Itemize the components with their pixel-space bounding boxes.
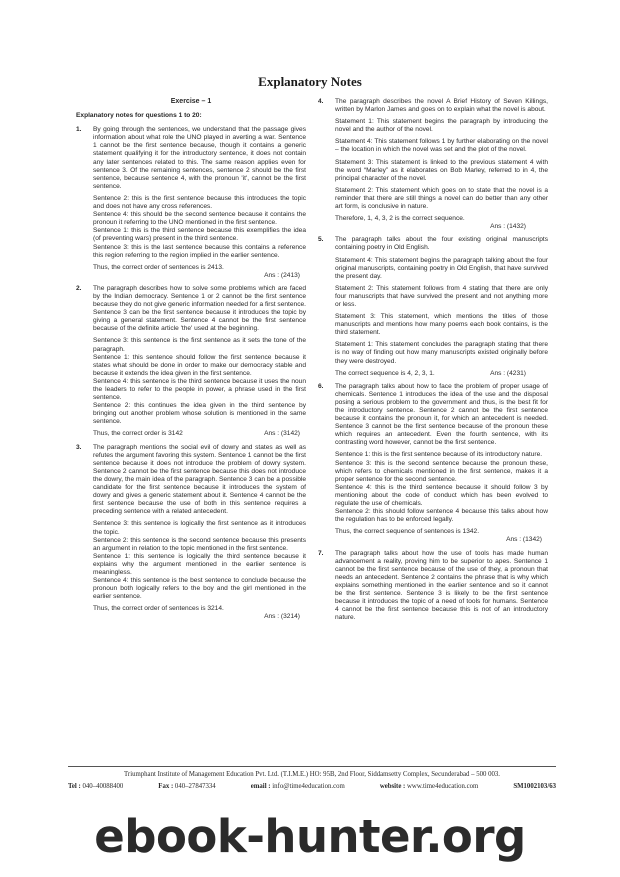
note-sentence: Sentence 2: this is the first sentence because this introduces the topic and does not have any cross references. xyxy=(93,194,306,211)
contact-row xyxy=(68,782,556,791)
note-statement: Statement 3: This statement is linked to the previous statement 4 with the word “Marley” as it elaborates on Bob Marley, referred to in 4, the principal character of the novel. xyxy=(335,158,548,182)
note-sentence: Sentence 1: this is the first sentence because of its introductory nature. xyxy=(335,451,543,459)
document-code: SM1002103/63 xyxy=(513,783,556,790)
phone-info: Tel : 040–40088400 xyxy=(68,783,124,790)
note-number: 3. xyxy=(76,443,82,451)
note-number: 5. xyxy=(318,236,324,244)
page-title: Explanatory Notes xyxy=(258,74,362,89)
note-sentence: Sentence 4: this is the third sentence because it should follow 3 by mentioning about the code of conduct which has been evolved to regulate the use of chemicals. xyxy=(335,483,548,508)
website-info: website : www.time4education.com xyxy=(379,783,479,790)
note-paragraph: The paragraph talks about how to face the problem of proper usage of chemicals. Sentence 1 introduces the idea of the use and the disposal posing a serious problem to the government and thus, is the best fit for the introductory sentence. Sentence 2 cannot be the first sentence because it contains the pronoun it, for which an antecedent is needed. Sentence 3 cannot be the first sentence because of the pronoun these which requires an antecedent. Even the fourth sentence, with its contrasting word however, cannot be the first sentence. xyxy=(335,382,548,447)
note-item-5 xyxy=(318,236,548,377)
note-paragraph: The paragraph describes how to solve some problems which are faced by the Indian democracy. Sentence 1 or 2 cannot be the first sentence because they do not give generic information needed for a first sentence. Sentence 3 can be the first sentence because it introduces the topic by giving a general statement. Sentence 4 cannot be the first sentence because of the definite article 'the' used at the beginning. xyxy=(93,284,306,333)
note-conclusion: The correct sequence is 4, 2, 3, 1. xyxy=(335,369,435,377)
note-sentence: Sentence 3: this is the last sentence because this contains a reference this region referring to the region implied in the earlier sentence. xyxy=(93,243,306,259)
note-sentence: Sentence 2: this sentence is the second sentence because this presents an argument in relation to the topic mentioned in the first sentence. xyxy=(93,536,306,552)
answer-label: Ans : (2413) xyxy=(264,271,300,279)
note-item-1 xyxy=(76,126,306,280)
note-paragraph: The paragraph talks about the four existing original manuscripts containing poetry in Old English. xyxy=(335,236,548,252)
note-item-6 xyxy=(318,383,548,545)
note-statement: Statement 4: This statement follows 1 by further elaborating on the novel – the location in which the novel was set and the plot of the novel. xyxy=(335,138,548,154)
fax-info: Fax : 040–27847334 xyxy=(158,783,216,790)
note-item-2 xyxy=(76,285,306,439)
note-sentence: Sentence 3: this sentence is logically the first sentence as it introduces the topic. xyxy=(93,520,306,536)
answer-label: Ans : (1342) xyxy=(506,536,542,544)
note-sentence: Sentence 1: this sentence should follow the first sentence because it states what should be done in order to make our democracy stable and because it extends the idea given in the first sentence. xyxy=(93,353,306,377)
note-statement: Statement 2: This statement which goes on to state that the novel is a reminder that there are still things a novel can do better than any other art form, is conclusive in nature. xyxy=(335,186,548,211)
note-sentence: Sentence 4: this should be the second sentence because it contains the pronoun it referring to the UNO mentioned in the first sentence. xyxy=(93,211,306,227)
note-statement: Statement 2: This statement follows from 4 stating that there are only four manuscripts that have survived the present and not anything more or less. xyxy=(335,284,548,308)
note-statement: Statement 4: This statement begins the paragraph talking about the four original manuscripts, containing poetry in Old English, that have survived the present day. xyxy=(335,256,548,280)
institute-address: Triumphant Institute of Management Education Pvt. Ltd. (T.I.M.E.) HO: 95B, 2nd Floor, Siddamsetty Complex, Secunderabad – 500 003. xyxy=(124,771,500,778)
note-item-4 xyxy=(318,98,548,231)
note-sentence: Sentence 3: this sentence is the first sentence as it sets the tone of the paragraph. xyxy=(93,337,306,353)
conclusion-row xyxy=(93,430,306,438)
note-paragraph: The paragraph describes the novel A Brief History of Seven Killings, written by Marlon James and goes on to explain what the novel is about. xyxy=(335,98,548,114)
left-column xyxy=(76,96,306,627)
note-sentence: Sentence 3: this is the second sentence because the pronoun these, which refers to chemicals mentioned in the first sentence, makes it a proper sentence for the second sentence. xyxy=(335,459,548,483)
note-number: 7. xyxy=(318,549,324,557)
note-item-7 xyxy=(318,550,548,623)
note-sentence: Sentence 4: this sentence is the best sentence to conclude because the pronoun both logically refers to the boy and the girl mentioned in the earlier sentence. xyxy=(93,577,306,601)
note-conclusion: Thus, the correct order of sentences is 3214. xyxy=(93,605,224,613)
note-number: 1. xyxy=(76,126,82,134)
right-column xyxy=(318,98,548,627)
page-footer xyxy=(68,766,556,791)
note-paragraph: By going through the sentences, we understand that the passage gives information about what role the UNO played in averting a war. Sentence 1 cannot be the first sentence because, though it contains a generic statement qualifying it for the introductory sentence, it does not contain any later sentences related to this. The same reason applies even for sentence 3. Of the remaining sentences, sentence 2 should be the first sentence, because sentence 4, with the pronoun 'it', cannot be the first sentence. xyxy=(93,126,306,190)
note-conclusion: Therefore, 1, 4, 3, 2 is the correct sequence. xyxy=(335,215,465,223)
note-conclusion: Thus, the correct order of sentences is 2413. xyxy=(93,263,224,271)
note-number: 2. xyxy=(76,284,82,292)
note-sentence: Sentence 1: this sentence is logically the third sentence because it explains why the argument mentioned in the earlier sentence is meaningless. xyxy=(93,552,306,576)
notes-subheading: Explanatory notes for questions 1 to 20: xyxy=(76,112,202,120)
note-statement: Statement 3: This statement, which mentions the titles of those manuscripts and mentions how many poems each book contains, is the third statement. xyxy=(335,313,548,337)
exercise-heading: Exercise – 1 xyxy=(170,98,212,105)
note-paragraph: The paragraph mentions the social evil of dowry and states as well as refutes the argument favoring this system. Sentence 1 cannot be the first sentence because it does not introduce the problem of dowry system. Sentence 2 cannot be the first sentence because this does not introduce the dowry, the main idea of the paragraph. Sentence 3 can be a possible candidate for the first sentence because it introduces the system of dowry and gives a generic statement about it. Sentence 4 cannot be the first sentence because the use of both in this sentence requires a preceding sentence with a related antecedent. xyxy=(93,443,306,516)
note-item-3 xyxy=(76,444,306,622)
email-info: email : info@time4education.com xyxy=(250,783,345,790)
answer-label: Ans : (4231) xyxy=(490,369,526,377)
note-sentence: Sentence 1: this is the third sentence because this exemplifies the idea (of preventing wars) present in the third sentence. xyxy=(93,227,306,243)
note-statement: Statement 1: This statement begins the paragraph by introducing the novel and the author of the novel. xyxy=(335,118,548,134)
note-statement: Statement 1: This statement concludes the paragraph stating that there is no way of finding out how many manuscripts existed originally before they were destroyed. xyxy=(335,341,548,365)
watermark-logo: ebook-hunter.org xyxy=(94,810,526,863)
note-conclusion: Thus, the correct order is 3142 xyxy=(93,430,183,438)
note-conclusion: Thus, the correct sequence of sentences is 1342. xyxy=(335,528,480,536)
note-number: 6. xyxy=(318,382,324,390)
note-sentence: Sentence 2: this should follow sentence 4 because this talks about how the regulation has to be enforced legally. xyxy=(335,508,548,524)
note-sentence: Sentence 2: this continues the idea given in the third sentence by bringing out another problem whose solution is mentioned in the same sentence. xyxy=(93,402,306,426)
note-sentence: Sentence 4: this sentence is the third sentence because it uses the noun the leaders to refer to the people in power, a phrase used in the first sentence. xyxy=(93,377,306,402)
note-number: 4. xyxy=(318,98,324,105)
answer-label: Ans : (3214) xyxy=(264,613,300,621)
note-paragraph: The paragraph talks about how the use of tools has made human advancement a reality, proving him to be superior to apes. Sentence 1 cannot be the first sentence because of the use of they, a pronoun that needs an antecedent. Sentence 2 contains the phrase that is why which explains something mentioned in the earlier sentence and so it cannot be the first sentence. Sentence 3 is likely to be the first sentence because it introduces the topic of a need of tools for humans. Sentence 4 cannot be the first sentence because this is not of an introductory nature. xyxy=(335,549,548,622)
answer-label: Ans : (1432) xyxy=(490,223,526,231)
answer-label: Ans : (3142) xyxy=(264,430,300,438)
conclusion-row xyxy=(335,370,548,378)
